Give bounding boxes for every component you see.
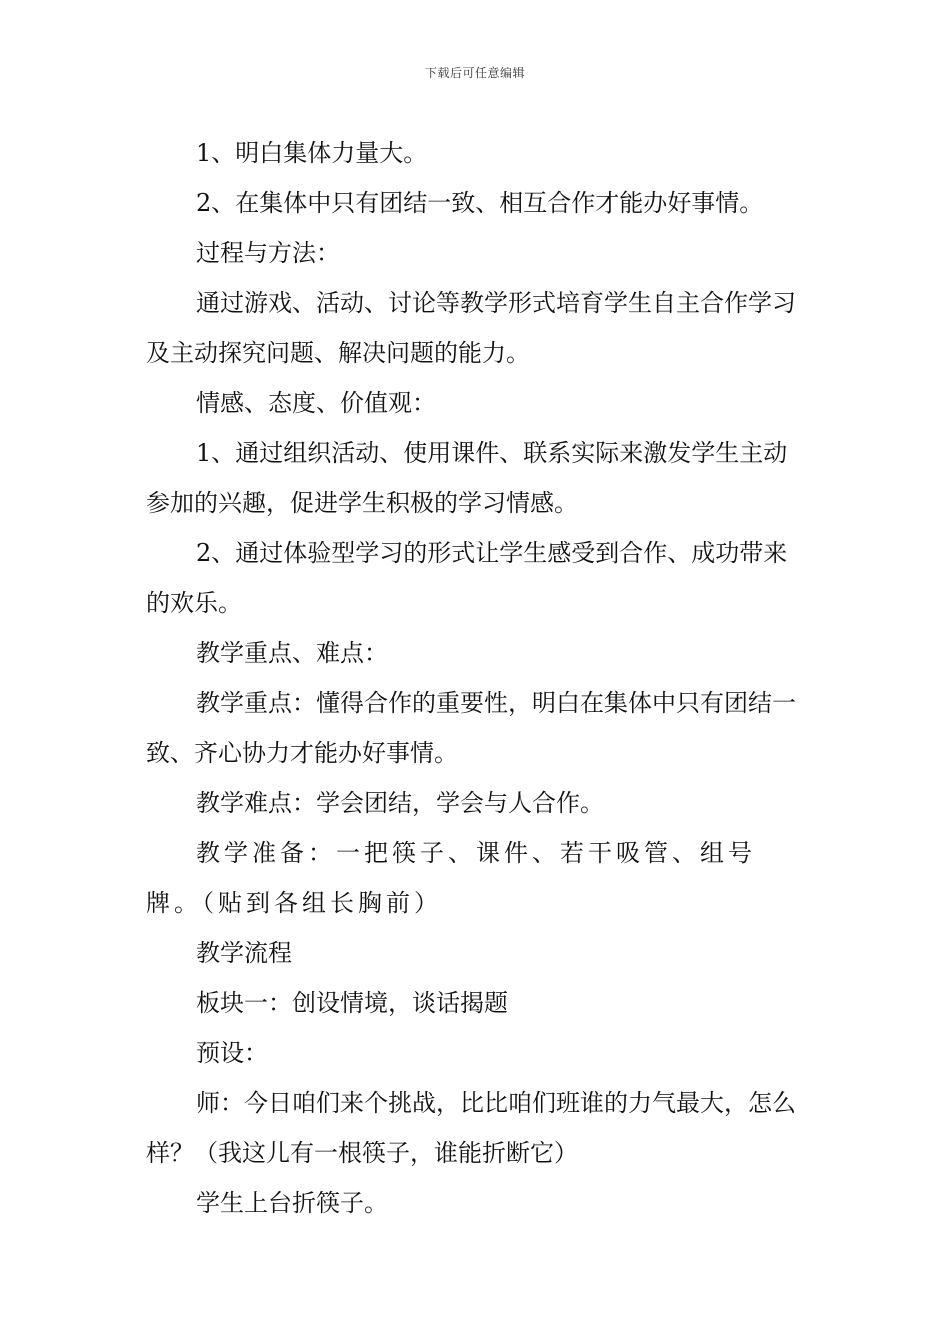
section-heading-teaching-flow: 教学流程 [196, 939, 292, 967]
key-point-text: 教学重点：懂得合作的重要性，明白在集体中只有团结一致、齐心协力才能办好事情。 [146, 689, 796, 767]
page-header-note: 下载后可任意编辑 [424, 66, 525, 80]
teaching-preparation-text: 教学准备：一把筷子、课件、若干吸管、组号牌。（贴到各组长胸前） [146, 839, 756, 917]
objective-2: 2、在集体中只有团结一致、相互合作才能办好事情。 [196, 189, 764, 217]
section-heading-key-difficult-points: 教学重点、难点： [196, 639, 388, 667]
section-heading-process-method: 过程与方法： [196, 239, 340, 267]
emotion-objective-2: 2、通过体验型学习的形式让学生感受到合作、成功带来的欢乐。 [146, 539, 788, 617]
teacher-dialogue: 师：今日咱们来个挑战，比比咱们班谁的力气最大，怎么样？（我这儿有一根筷子，谁能折断它） [146, 1089, 796, 1167]
document-body [146, 128, 808, 1228]
student-action: 学生上台折筷子。 [196, 1189, 388, 1217]
section-heading-emotion-attitude-values: 情感、态度、价值观： [196, 389, 436, 417]
module-one-heading: 板块一：创设情境，谈话揭题 [196, 989, 508, 1017]
objective-1: 1、明白集体力量大。 [196, 139, 428, 167]
process-method-text: 通过游戏、活动、讨论等教学形式培育学生自主合作学习及主动探究问题、解决问题的能力。 [146, 289, 796, 367]
difficult-point-text: 教学难点：学会团结，学会与人合作。 [196, 789, 604, 817]
preset-label: 预设： [196, 1039, 268, 1067]
emotion-objective-1: 1、通过组织活动、使用课件、联系实际来激发学生主动参加的兴趣，促进学生积极的学习情感。 [146, 439, 788, 517]
